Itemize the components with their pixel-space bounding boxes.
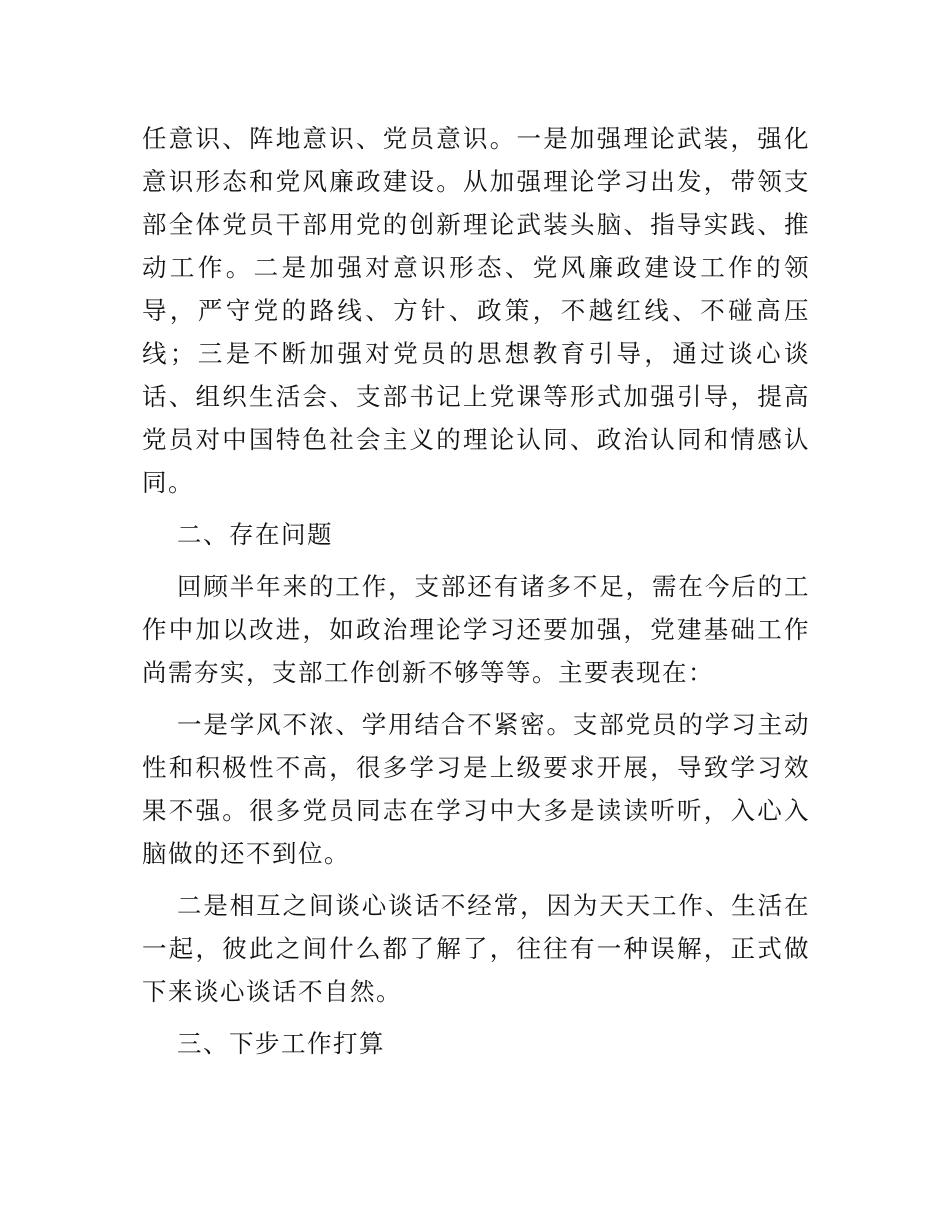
section-heading-next-steps: 三、下步工作打算 — [177, 1029, 385, 1058]
section-heading-problems: 二、存在问题 — [177, 520, 333, 549]
document-body — [142, 117, 810, 1065]
paragraph-continuation: 任意识、阵地意识、党员意识。一是加强理论武装，强化意识形态和党风廉政建设。从加强理论学习出发，带领支部全体党员干部用党的创新理论武装头脑、指导实践、推动工作。二是加强对意识形态、党风廉政建设工作的领导，严守党的路线、方针、政策，不越红线、不碰高压线；三是不断加强对党员的思想教育引导，通过谈心谈话、组织生活会、支部书记上党课等形式加强引导，提高党员对中国特色社会主义的理论认同、政治认同和情感认同。 — [142, 124, 810, 497]
paragraph-problem-two: 二是相互之间谈心谈话不经常，因为天天工作、生活在一起，彼此之间什么都了解了，往往有一种误解，正式做下来谈心谈话不自然。 — [142, 891, 810, 1006]
paragraph-problem-one: 一是学风不浓、学用结合不紧密。支部党员的学习主动性和积极性不高，很多学习是上级要求开展，导致学习效果不强。很多党员同志在学习中大多是读读听听，入心入脑做的还不到位。 — [142, 710, 810, 868]
paragraph-review: 回顾半年来的工作，支部还有诸多不足，需在今后的工作中加以改进，如政治理论学习还要加强，党建基础工作尚需夯实，支部工作创新不够等等。主要表现在： — [142, 572, 810, 687]
